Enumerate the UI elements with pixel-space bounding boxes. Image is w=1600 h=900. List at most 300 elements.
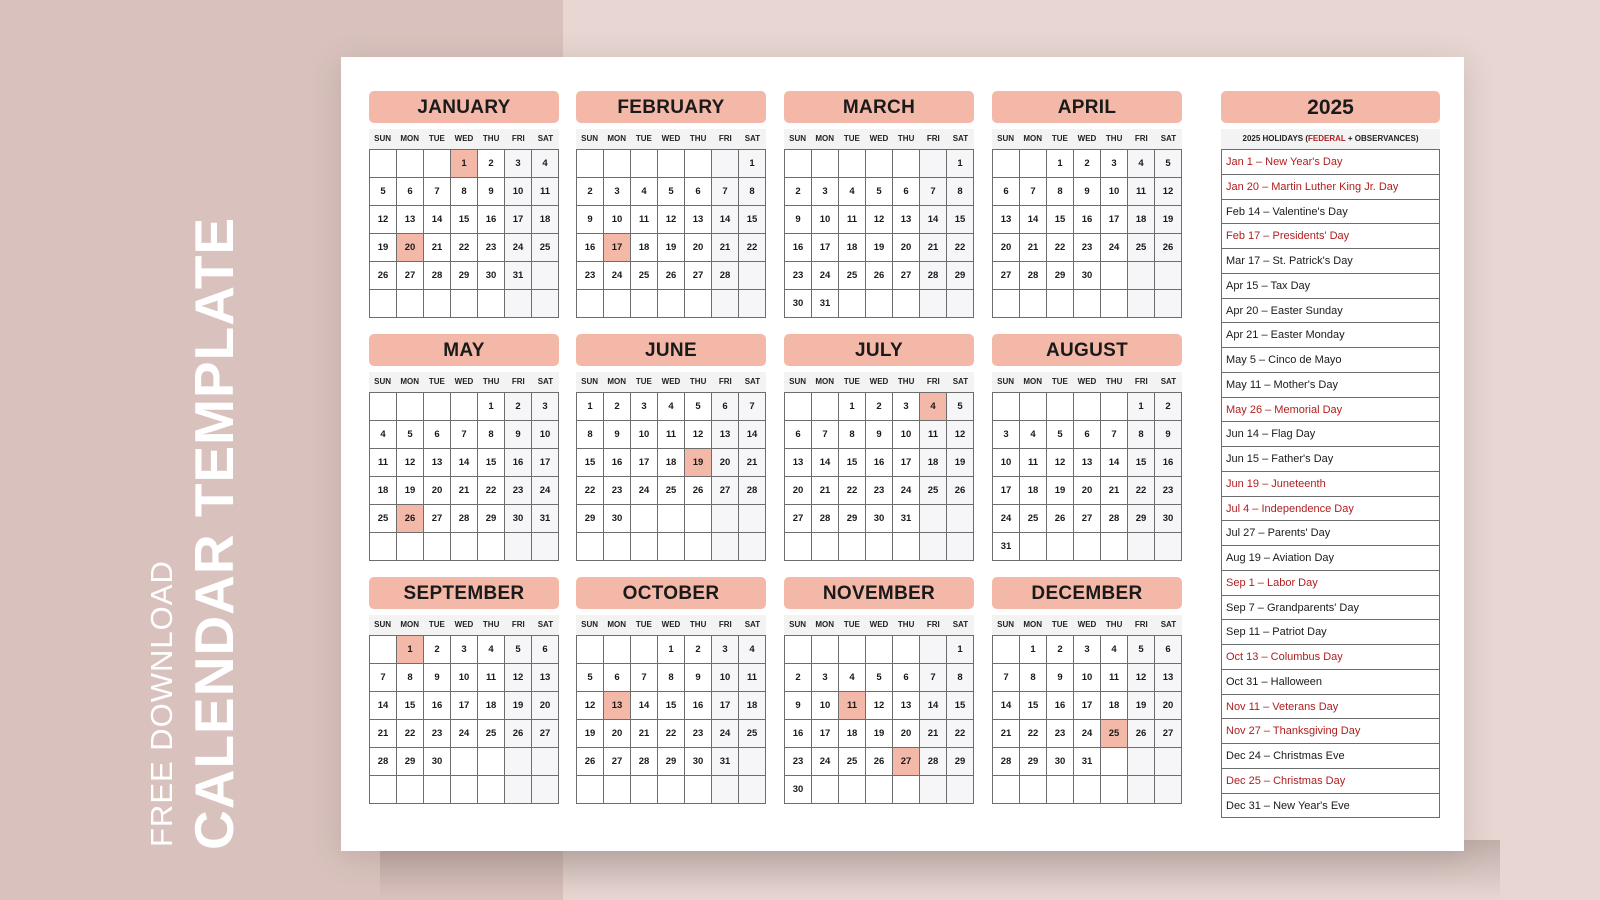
day-cell: 28 bbox=[739, 477, 766, 505]
weekday-label: SUN bbox=[374, 620, 392, 629]
day-cell: 3 bbox=[505, 150, 532, 178]
day-cell: 15 bbox=[1128, 449, 1155, 477]
empty-cell bbox=[1074, 533, 1101, 561]
day-cell: 27 bbox=[893, 748, 920, 776]
holiday-item: Dec 31 – New Year's Eve bbox=[1222, 794, 1439, 819]
day-cell: 6 bbox=[893, 664, 920, 692]
weekday-label: SUN bbox=[581, 377, 599, 386]
empty-cell bbox=[505, 533, 532, 561]
day-cell: 24 bbox=[993, 505, 1020, 533]
empty-cell bbox=[812, 776, 839, 804]
day-cell: 25 bbox=[532, 234, 559, 262]
day-cell: 30 bbox=[505, 505, 532, 533]
day-cell: 21 bbox=[451, 477, 478, 505]
day-cell: 13 bbox=[785, 449, 812, 477]
day-cell: 1 bbox=[739, 150, 766, 178]
weekday-label: TUE bbox=[1051, 620, 1068, 629]
empty-cell bbox=[739, 748, 766, 776]
day-cell: 9 bbox=[866, 421, 893, 449]
empty-cell bbox=[1128, 533, 1155, 561]
day-cell: 10 bbox=[893, 421, 920, 449]
day-cell: 5 bbox=[685, 393, 712, 421]
day-cell: 20 bbox=[785, 477, 812, 505]
weekday-label: WED bbox=[661, 377, 681, 386]
day-cell: 13 bbox=[685, 206, 712, 234]
weekday-label: SAT bbox=[1160, 377, 1177, 386]
day-grid bbox=[576, 392, 766, 561]
day-cell: 20 bbox=[685, 234, 712, 262]
day-cell: 21 bbox=[739, 449, 766, 477]
empty-cell bbox=[866, 776, 893, 804]
month-december bbox=[992, 577, 1182, 804]
day-cell: 4 bbox=[631, 178, 658, 206]
weekday-label: SUN bbox=[789, 377, 807, 386]
weekday-label: FRI bbox=[1134, 377, 1148, 386]
day-cell: 6 bbox=[685, 178, 712, 206]
weekday-label: SUN bbox=[789, 134, 807, 143]
weekday-label: THU bbox=[689, 134, 707, 143]
day-cell: 28 bbox=[812, 505, 839, 533]
day-cell: 14 bbox=[631, 692, 658, 720]
weekday-label: MON bbox=[400, 377, 420, 386]
day-cell: 28 bbox=[920, 748, 947, 776]
holidays-panel bbox=[1221, 91, 1440, 818]
day-cell: 25 bbox=[839, 262, 866, 290]
day-cell: 23 bbox=[505, 477, 532, 505]
day-cell: 23 bbox=[785, 748, 812, 776]
day-cell: 1 bbox=[1128, 393, 1155, 421]
empty-cell bbox=[1155, 290, 1182, 318]
day-cell: 17 bbox=[532, 449, 559, 477]
empty-cell bbox=[1155, 262, 1182, 290]
day-cell: 4 bbox=[839, 664, 866, 692]
weekday-label: FRI bbox=[718, 134, 732, 143]
day-cell: 3 bbox=[451, 636, 478, 664]
empty-cell bbox=[866, 150, 893, 178]
holidays-subtitle-prefix: 2025 HOLIDAYS ( bbox=[1242, 134, 1309, 143]
day-cell: 13 bbox=[532, 664, 559, 692]
day-cell: 26 bbox=[1128, 720, 1155, 748]
empty-cell bbox=[370, 290, 397, 318]
empty-cell bbox=[947, 533, 974, 561]
holidays-list bbox=[1221, 149, 1440, 818]
weekday-label: MON bbox=[1023, 377, 1043, 386]
day-cell: 6 bbox=[993, 178, 1020, 206]
calendar-sheet bbox=[341, 57, 1464, 851]
weekday-header bbox=[369, 372, 559, 392]
day-cell: 3 bbox=[812, 178, 839, 206]
empty-cell bbox=[478, 776, 505, 804]
day-cell: 13 bbox=[424, 449, 451, 477]
empty-cell bbox=[424, 393, 451, 421]
month-june bbox=[576, 334, 766, 561]
day-cell: 25 bbox=[658, 477, 685, 505]
day-cell: 25 bbox=[631, 262, 658, 290]
day-cell: 5 bbox=[1047, 421, 1074, 449]
weekday-label: WED bbox=[869, 620, 889, 629]
day-cell: 31 bbox=[993, 533, 1020, 561]
day-cell: 31 bbox=[505, 262, 532, 290]
weekday-label: FRI bbox=[511, 620, 525, 629]
day-cell: 30 bbox=[1047, 748, 1074, 776]
empty-cell bbox=[866, 290, 893, 318]
day-cell: 17 bbox=[1101, 206, 1128, 234]
day-cell: 3 bbox=[1074, 636, 1101, 664]
day-cell: 10 bbox=[1074, 664, 1101, 692]
day-cell: 23 bbox=[866, 477, 893, 505]
day-cell: 25 bbox=[370, 505, 397, 533]
day-cell: 23 bbox=[604, 477, 631, 505]
day-cell: 3 bbox=[893, 393, 920, 421]
day-cell: 21 bbox=[424, 234, 451, 262]
holiday-item-federal: Nov 27 – Thanksgiving Day bbox=[1222, 719, 1439, 744]
empty-cell bbox=[947, 290, 974, 318]
day-cell: 22 bbox=[478, 477, 505, 505]
empty-cell bbox=[451, 776, 478, 804]
weekday-label: THU bbox=[482, 377, 500, 386]
empty-cell bbox=[712, 533, 739, 561]
empty-cell bbox=[993, 290, 1020, 318]
empty-cell bbox=[1020, 150, 1047, 178]
holidays-subtitle-suffix: + OBSERVANCES) bbox=[1345, 134, 1419, 143]
day-cell: 7 bbox=[631, 664, 658, 692]
weekday-label: THU bbox=[897, 134, 915, 143]
month-title: NOVEMBER bbox=[784, 577, 974, 609]
day-cell: 19 bbox=[866, 720, 893, 748]
weekday-label: WED bbox=[661, 620, 681, 629]
day-cell: 26 bbox=[866, 262, 893, 290]
day-cell: 2 bbox=[424, 636, 451, 664]
day-cell: 20 bbox=[712, 449, 739, 477]
day-cell: 14 bbox=[1101, 449, 1128, 477]
weekday-label: THU bbox=[482, 134, 500, 143]
empty-cell bbox=[424, 533, 451, 561]
day-grid bbox=[369, 635, 559, 804]
day-cell: 28 bbox=[424, 262, 451, 290]
empty-cell bbox=[424, 290, 451, 318]
day-cell: 15 bbox=[658, 692, 685, 720]
day-cell: 11 bbox=[370, 449, 397, 477]
day-cell: 28 bbox=[451, 505, 478, 533]
empty-cell bbox=[993, 150, 1020, 178]
empty-cell bbox=[993, 636, 1020, 664]
day-cell: 7 bbox=[424, 178, 451, 206]
day-cell: 10 bbox=[812, 206, 839, 234]
day-cell: 30 bbox=[785, 776, 812, 804]
empty-cell bbox=[397, 290, 424, 318]
day-cell: 18 bbox=[1101, 692, 1128, 720]
day-cell: 26 bbox=[947, 477, 974, 505]
day-cell: 29 bbox=[658, 748, 685, 776]
day-cell: 14 bbox=[712, 206, 739, 234]
empty-cell bbox=[658, 150, 685, 178]
day-cell: 31 bbox=[712, 748, 739, 776]
weekday-label: TUE bbox=[428, 134, 445, 143]
day-cell: 24 bbox=[532, 477, 559, 505]
weekday-label: THU bbox=[689, 620, 707, 629]
day-cell: 20 bbox=[532, 692, 559, 720]
day-cell: 15 bbox=[947, 692, 974, 720]
day-cell: 14 bbox=[451, 449, 478, 477]
weekday-label: TUE bbox=[843, 377, 860, 386]
empty-cell bbox=[370, 636, 397, 664]
day-cell: 12 bbox=[397, 449, 424, 477]
day-cell: 2 bbox=[604, 393, 631, 421]
weekday-header bbox=[784, 372, 974, 392]
day-cell: 23 bbox=[478, 234, 505, 262]
day-cell: 16 bbox=[866, 449, 893, 477]
empty-cell bbox=[604, 636, 631, 664]
weekday-label: TUE bbox=[1051, 377, 1068, 386]
day-cell: 28 bbox=[993, 748, 1020, 776]
day-cell: 8 bbox=[1047, 178, 1074, 206]
day-cell: 12 bbox=[947, 421, 974, 449]
holiday-item: Oct 31 – Halloween bbox=[1222, 670, 1439, 695]
day-cell: 12 bbox=[685, 421, 712, 449]
empty-cell bbox=[1101, 262, 1128, 290]
day-cell: 21 bbox=[812, 477, 839, 505]
empty-cell bbox=[685, 150, 712, 178]
day-cell: 27 bbox=[1074, 505, 1101, 533]
weekday-label: SAT bbox=[537, 134, 554, 143]
empty-cell bbox=[993, 393, 1020, 421]
day-cell: 14 bbox=[370, 692, 397, 720]
month-title: JUNE bbox=[576, 334, 766, 366]
day-cell: 17 bbox=[812, 234, 839, 262]
month-april bbox=[992, 91, 1182, 318]
empty-cell bbox=[920, 776, 947, 804]
day-cell: 8 bbox=[1128, 421, 1155, 449]
day-cell: 11 bbox=[1128, 178, 1155, 206]
empty-cell bbox=[532, 533, 559, 561]
holiday-item-federal: Oct 13 – Columbus Day bbox=[1222, 645, 1439, 670]
weekday-label: SUN bbox=[581, 134, 599, 143]
day-cell: 16 bbox=[604, 449, 631, 477]
empty-cell bbox=[1047, 776, 1074, 804]
day-cell: 4 bbox=[532, 150, 559, 178]
empty-cell bbox=[658, 290, 685, 318]
day-cell: 2 bbox=[866, 393, 893, 421]
empty-cell bbox=[1101, 748, 1128, 776]
day-cell: 24 bbox=[1074, 720, 1101, 748]
weekday-label: SAT bbox=[744, 620, 761, 629]
day-cell: 8 bbox=[397, 664, 424, 692]
day-cell: 8 bbox=[839, 421, 866, 449]
empty-cell bbox=[424, 776, 451, 804]
weekday-label: THU bbox=[1105, 377, 1123, 386]
empty-cell bbox=[1128, 748, 1155, 776]
day-cell: 11 bbox=[1101, 664, 1128, 692]
day-cell: 17 bbox=[993, 477, 1020, 505]
weekday-label: SAT bbox=[1160, 620, 1177, 629]
day-cell: 27 bbox=[1155, 720, 1182, 748]
day-cell: 20 bbox=[604, 720, 631, 748]
empty-cell bbox=[451, 393, 478, 421]
day-cell: 30 bbox=[1074, 262, 1101, 290]
day-cell: 13 bbox=[1155, 664, 1182, 692]
empty-cell bbox=[451, 748, 478, 776]
day-cell: 14 bbox=[739, 421, 766, 449]
day-cell: 19 bbox=[1047, 477, 1074, 505]
empty-cell bbox=[893, 290, 920, 318]
empty-cell bbox=[893, 776, 920, 804]
day-cell: 26 bbox=[505, 720, 532, 748]
empty-cell bbox=[1074, 290, 1101, 318]
day-cell: 7 bbox=[920, 664, 947, 692]
weekday-label: THU bbox=[482, 620, 500, 629]
empty-cell bbox=[1128, 262, 1155, 290]
weekday-label: SUN bbox=[581, 620, 599, 629]
empty-cell bbox=[893, 636, 920, 664]
month-title: MAY bbox=[369, 334, 559, 366]
weekday-label: WED bbox=[1077, 134, 1097, 143]
day-cell: 9 bbox=[505, 421, 532, 449]
day-cell: 28 bbox=[920, 262, 947, 290]
day-cell: 19 bbox=[658, 234, 685, 262]
month-march bbox=[784, 91, 974, 318]
day-cell: 17 bbox=[631, 449, 658, 477]
day-cell: 27 bbox=[712, 477, 739, 505]
day-grid bbox=[369, 149, 559, 318]
day-cell: 23 bbox=[424, 720, 451, 748]
empty-cell bbox=[505, 776, 532, 804]
day-cell: 12 bbox=[505, 664, 532, 692]
holidays-subtitle bbox=[1221, 129, 1440, 149]
day-cell: 5 bbox=[397, 421, 424, 449]
empty-cell bbox=[1074, 393, 1101, 421]
weekday-label: MON bbox=[607, 620, 627, 629]
empty-cell bbox=[866, 636, 893, 664]
day-cell: 21 bbox=[370, 720, 397, 748]
day-cell: 28 bbox=[1020, 262, 1047, 290]
day-grid bbox=[784, 392, 974, 561]
empty-cell bbox=[397, 393, 424, 421]
day-cell: 12 bbox=[1128, 664, 1155, 692]
day-cell: 24 bbox=[631, 477, 658, 505]
weekday-header bbox=[992, 615, 1182, 635]
day-cell: 31 bbox=[532, 505, 559, 533]
day-cell: 12 bbox=[866, 206, 893, 234]
month-title: APRIL bbox=[992, 91, 1182, 123]
day-cell: 5 bbox=[577, 664, 604, 692]
day-cell: 26 bbox=[1155, 234, 1182, 262]
empty-cell bbox=[397, 533, 424, 561]
month-title: JULY bbox=[784, 334, 974, 366]
day-cell: 15 bbox=[739, 206, 766, 234]
weekday-label: SAT bbox=[1160, 134, 1177, 143]
day-cell: 24 bbox=[812, 748, 839, 776]
day-cell: 6 bbox=[1155, 636, 1182, 664]
day-cell: 23 bbox=[1155, 477, 1182, 505]
day-cell: 18 bbox=[1020, 477, 1047, 505]
day-cell: 18 bbox=[478, 692, 505, 720]
day-cell: 7 bbox=[370, 664, 397, 692]
day-cell: 26 bbox=[685, 477, 712, 505]
weekday-label: FRI bbox=[926, 620, 940, 629]
day-cell: 7 bbox=[451, 421, 478, 449]
day-cell: 16 bbox=[577, 234, 604, 262]
empty-cell bbox=[1128, 776, 1155, 804]
weekday-label: MON bbox=[400, 134, 420, 143]
day-cell: 11 bbox=[739, 664, 766, 692]
day-cell: 8 bbox=[1020, 664, 1047, 692]
month-february bbox=[576, 91, 766, 318]
day-cell: 17 bbox=[604, 234, 631, 262]
month-september bbox=[369, 577, 559, 804]
weekday-label: FRI bbox=[511, 377, 525, 386]
day-cell: 24 bbox=[712, 720, 739, 748]
day-cell: 27 bbox=[532, 720, 559, 748]
day-cell: 9 bbox=[577, 206, 604, 234]
day-cell: 11 bbox=[1020, 449, 1047, 477]
holiday-item-federal: Jun 19 – Juneteenth bbox=[1222, 472, 1439, 497]
side-title-line1: FREE DOWNLOAD bbox=[144, 560, 179, 847]
day-cell: 22 bbox=[658, 720, 685, 748]
day-cell: 27 bbox=[424, 505, 451, 533]
day-cell: 2 bbox=[1047, 636, 1074, 664]
day-grid bbox=[576, 635, 766, 804]
day-cell: 22 bbox=[577, 477, 604, 505]
holidays-year: 2025 bbox=[1221, 91, 1440, 123]
day-cell: 22 bbox=[1128, 477, 1155, 505]
day-cell: 13 bbox=[712, 421, 739, 449]
day-cell: 10 bbox=[532, 421, 559, 449]
day-cell: 22 bbox=[947, 234, 974, 262]
day-cell: 16 bbox=[1155, 449, 1182, 477]
day-cell: 26 bbox=[397, 505, 424, 533]
weekday-label: THU bbox=[897, 620, 915, 629]
weekday-label: SUN bbox=[997, 620, 1015, 629]
day-grid bbox=[784, 149, 974, 318]
empty-cell bbox=[478, 748, 505, 776]
weekday-label: MON bbox=[815, 377, 835, 386]
day-cell: 11 bbox=[478, 664, 505, 692]
empty-cell bbox=[920, 290, 947, 318]
day-cell: 2 bbox=[577, 178, 604, 206]
empty-cell bbox=[739, 505, 766, 533]
weekday-label: MON bbox=[815, 620, 835, 629]
day-cell: 10 bbox=[1101, 178, 1128, 206]
day-cell: 3 bbox=[1101, 150, 1128, 178]
day-cell: 26 bbox=[1047, 505, 1074, 533]
day-cell: 15 bbox=[577, 449, 604, 477]
day-cell: 5 bbox=[866, 664, 893, 692]
day-cell: 10 bbox=[993, 449, 1020, 477]
month-october bbox=[576, 577, 766, 804]
day-cell: 21 bbox=[1101, 477, 1128, 505]
day-cell: 22 bbox=[1047, 234, 1074, 262]
day-cell: 18 bbox=[532, 206, 559, 234]
day-cell: 5 bbox=[1155, 150, 1182, 178]
weekday-label: FRI bbox=[718, 620, 732, 629]
empty-cell bbox=[370, 393, 397, 421]
weekday-label: WED bbox=[454, 620, 474, 629]
weekday-label: WED bbox=[661, 134, 681, 143]
day-cell: 29 bbox=[1020, 748, 1047, 776]
day-cell: 18 bbox=[631, 234, 658, 262]
weekday-label: WED bbox=[454, 377, 474, 386]
holiday-item: Apr 20 – Easter Sunday bbox=[1222, 299, 1439, 324]
day-cell: 28 bbox=[1101, 505, 1128, 533]
day-cell: 27 bbox=[893, 262, 920, 290]
day-cell: 19 bbox=[947, 449, 974, 477]
day-cell: 11 bbox=[631, 206, 658, 234]
day-cell: 4 bbox=[739, 636, 766, 664]
day-cell: 29 bbox=[839, 505, 866, 533]
day-cell: 13 bbox=[993, 206, 1020, 234]
day-cell: 25 bbox=[839, 748, 866, 776]
empty-cell bbox=[1020, 290, 1047, 318]
